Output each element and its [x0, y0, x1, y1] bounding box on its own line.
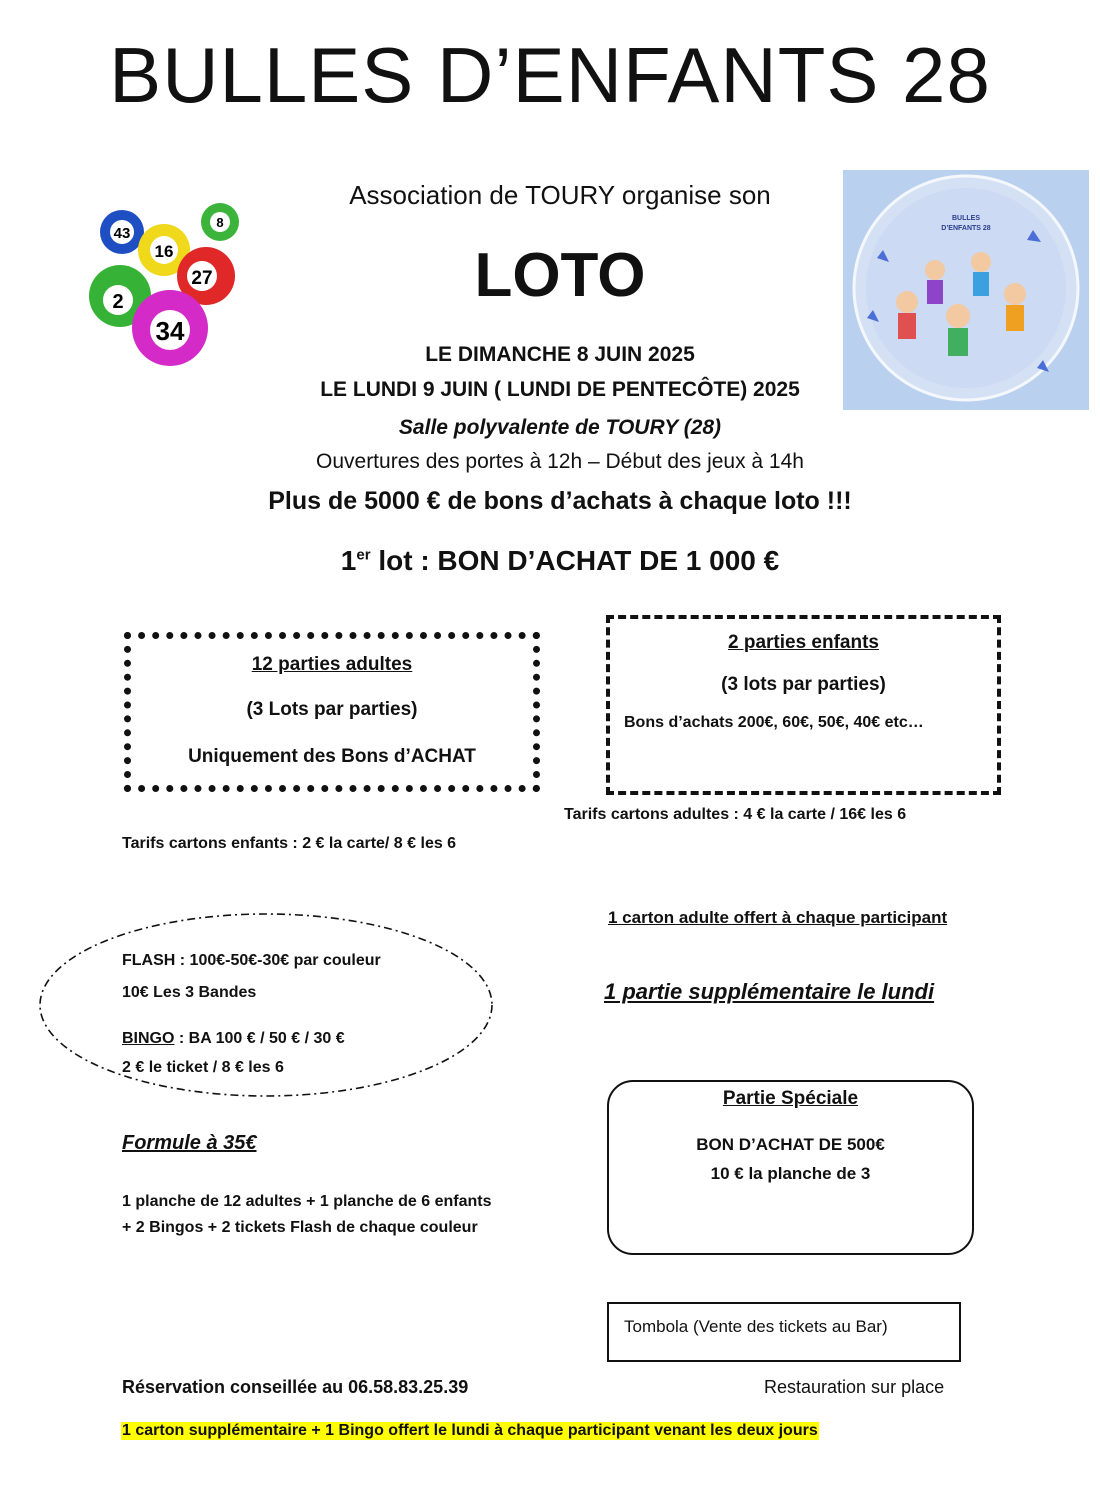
bingo-label: BINGO	[122, 1030, 175, 1047]
opening-hours: Ouvertures des portes à 12h – Début des jeux à 14h	[316, 450, 804, 473]
kids-card-prices: Tarifs cartons enfants : 2 € la carte/ 8 € les 6	[122, 835, 457, 852]
svg-text:D’ENFANTS 28: D’ENFANTS 28	[941, 225, 991, 232]
special-game-price: 10 € la planche de 3	[710, 1164, 871, 1183]
association-line: Association de TOURY organise son	[349, 180, 771, 210]
adult-games-note: Uniquement des Bons d’ACHAT	[188, 746, 476, 767]
bingo-prizes: BINGO : BA 100 € / 50 € / 30 €	[122, 1030, 345, 1047]
reservation-phone: Réservation conseillée au 06.58.83.25.39	[122, 1377, 469, 1397]
kids-games-box	[606, 615, 1001, 795]
formula-title: Formule à 35€	[122, 1132, 257, 1154]
kids-games-title: 2 parties enfants	[728, 632, 879, 653]
svg-text:43: 43	[113, 225, 131, 242]
date-sunday: LE DIMANCHE 8 JUIN 2025	[425, 343, 695, 366]
event-title: LOTO	[474, 241, 646, 310]
adult-games-lots: (3 Lots par parties)	[246, 699, 418, 720]
bingo-ticket-price: 2 € le ticket / 8 € les 6	[122, 1059, 284, 1076]
ball-34	[132, 290, 208, 366]
extra-game-monday: 1 partie supplémentaire le lundi	[604, 979, 935, 1004]
svg-text:2: 2	[112, 291, 124, 313]
special-game-title: Partie Spéciale	[722, 1088, 859, 1109]
lottery-balls-icon	[88, 200, 248, 370]
special-game-box	[607, 1080, 974, 1255]
ball-43	[100, 210, 144, 254]
free-card-offer: 1 carton adulte offert à chaque participant	[608, 908, 948, 927]
bubble-kids-illustration	[843, 170, 1089, 410]
tombola-box	[607, 1302, 961, 1362]
tombola-text: Tombola (Vente des tickets au Bar)	[624, 1317, 888, 1336]
kids-games-note: Bons d’achats 200€, 60€, 50€, 40€ etc…	[624, 714, 924, 731]
svg-text:16: 16	[154, 242, 174, 261]
two-days-bonus-note: 1 carton supplémentaire + 1 Bingo offert le lundi à chaque participant venant les deux jours	[122, 1422, 818, 1439]
ball-8	[201, 203, 239, 241]
date-monday: LE LUNDI 9 JUIN ( LUNDI DE PENTECÔTE) 2025	[320, 378, 800, 401]
kids-games-lots: (3 lots par parties)	[721, 674, 886, 695]
svg-text:8: 8	[216, 215, 224, 230]
flash-bands: 10€ Les 3 Bandes	[122, 984, 257, 1001]
page-title: BULLES D’ENFANTS 28	[109, 31, 991, 119]
formula-desc-1: 1 planche de 12 adultes + 1 planche de 6 enfants	[122, 1193, 492, 1210]
svg-text:BULLES: BULLES	[952, 215, 980, 222]
adult-card-prices: Tarifs cartons adultes : 4 € la carte / 16€ les 6	[564, 806, 907, 823]
catering-note: Restauration sur place	[764, 1377, 945, 1397]
formula-desc-2: + 2 Bingos + 2 tickets Flash de chaque couleur	[122, 1219, 478, 1236]
flash-prices: FLASH : 100€-50€-30€ par couleur	[122, 952, 381, 969]
first-lot: 1er lot : BON D’ACHAT DE 1 000 €	[340, 545, 780, 576]
svg-text:27: 27	[191, 268, 213, 289]
venue: Salle polyvalente de TOURY (28)	[398, 416, 722, 439]
special-game-prize: BON D’ACHAT DE 500€	[696, 1135, 885, 1154]
prizes-total: Plus de 5000 € de bons d’achats à chaque loto !!!	[268, 487, 852, 515]
svg-text:34: 34	[155, 316, 185, 346]
adult-games-title: 12 parties adultes	[251, 654, 413, 675]
adult-games-box	[124, 632, 540, 792]
